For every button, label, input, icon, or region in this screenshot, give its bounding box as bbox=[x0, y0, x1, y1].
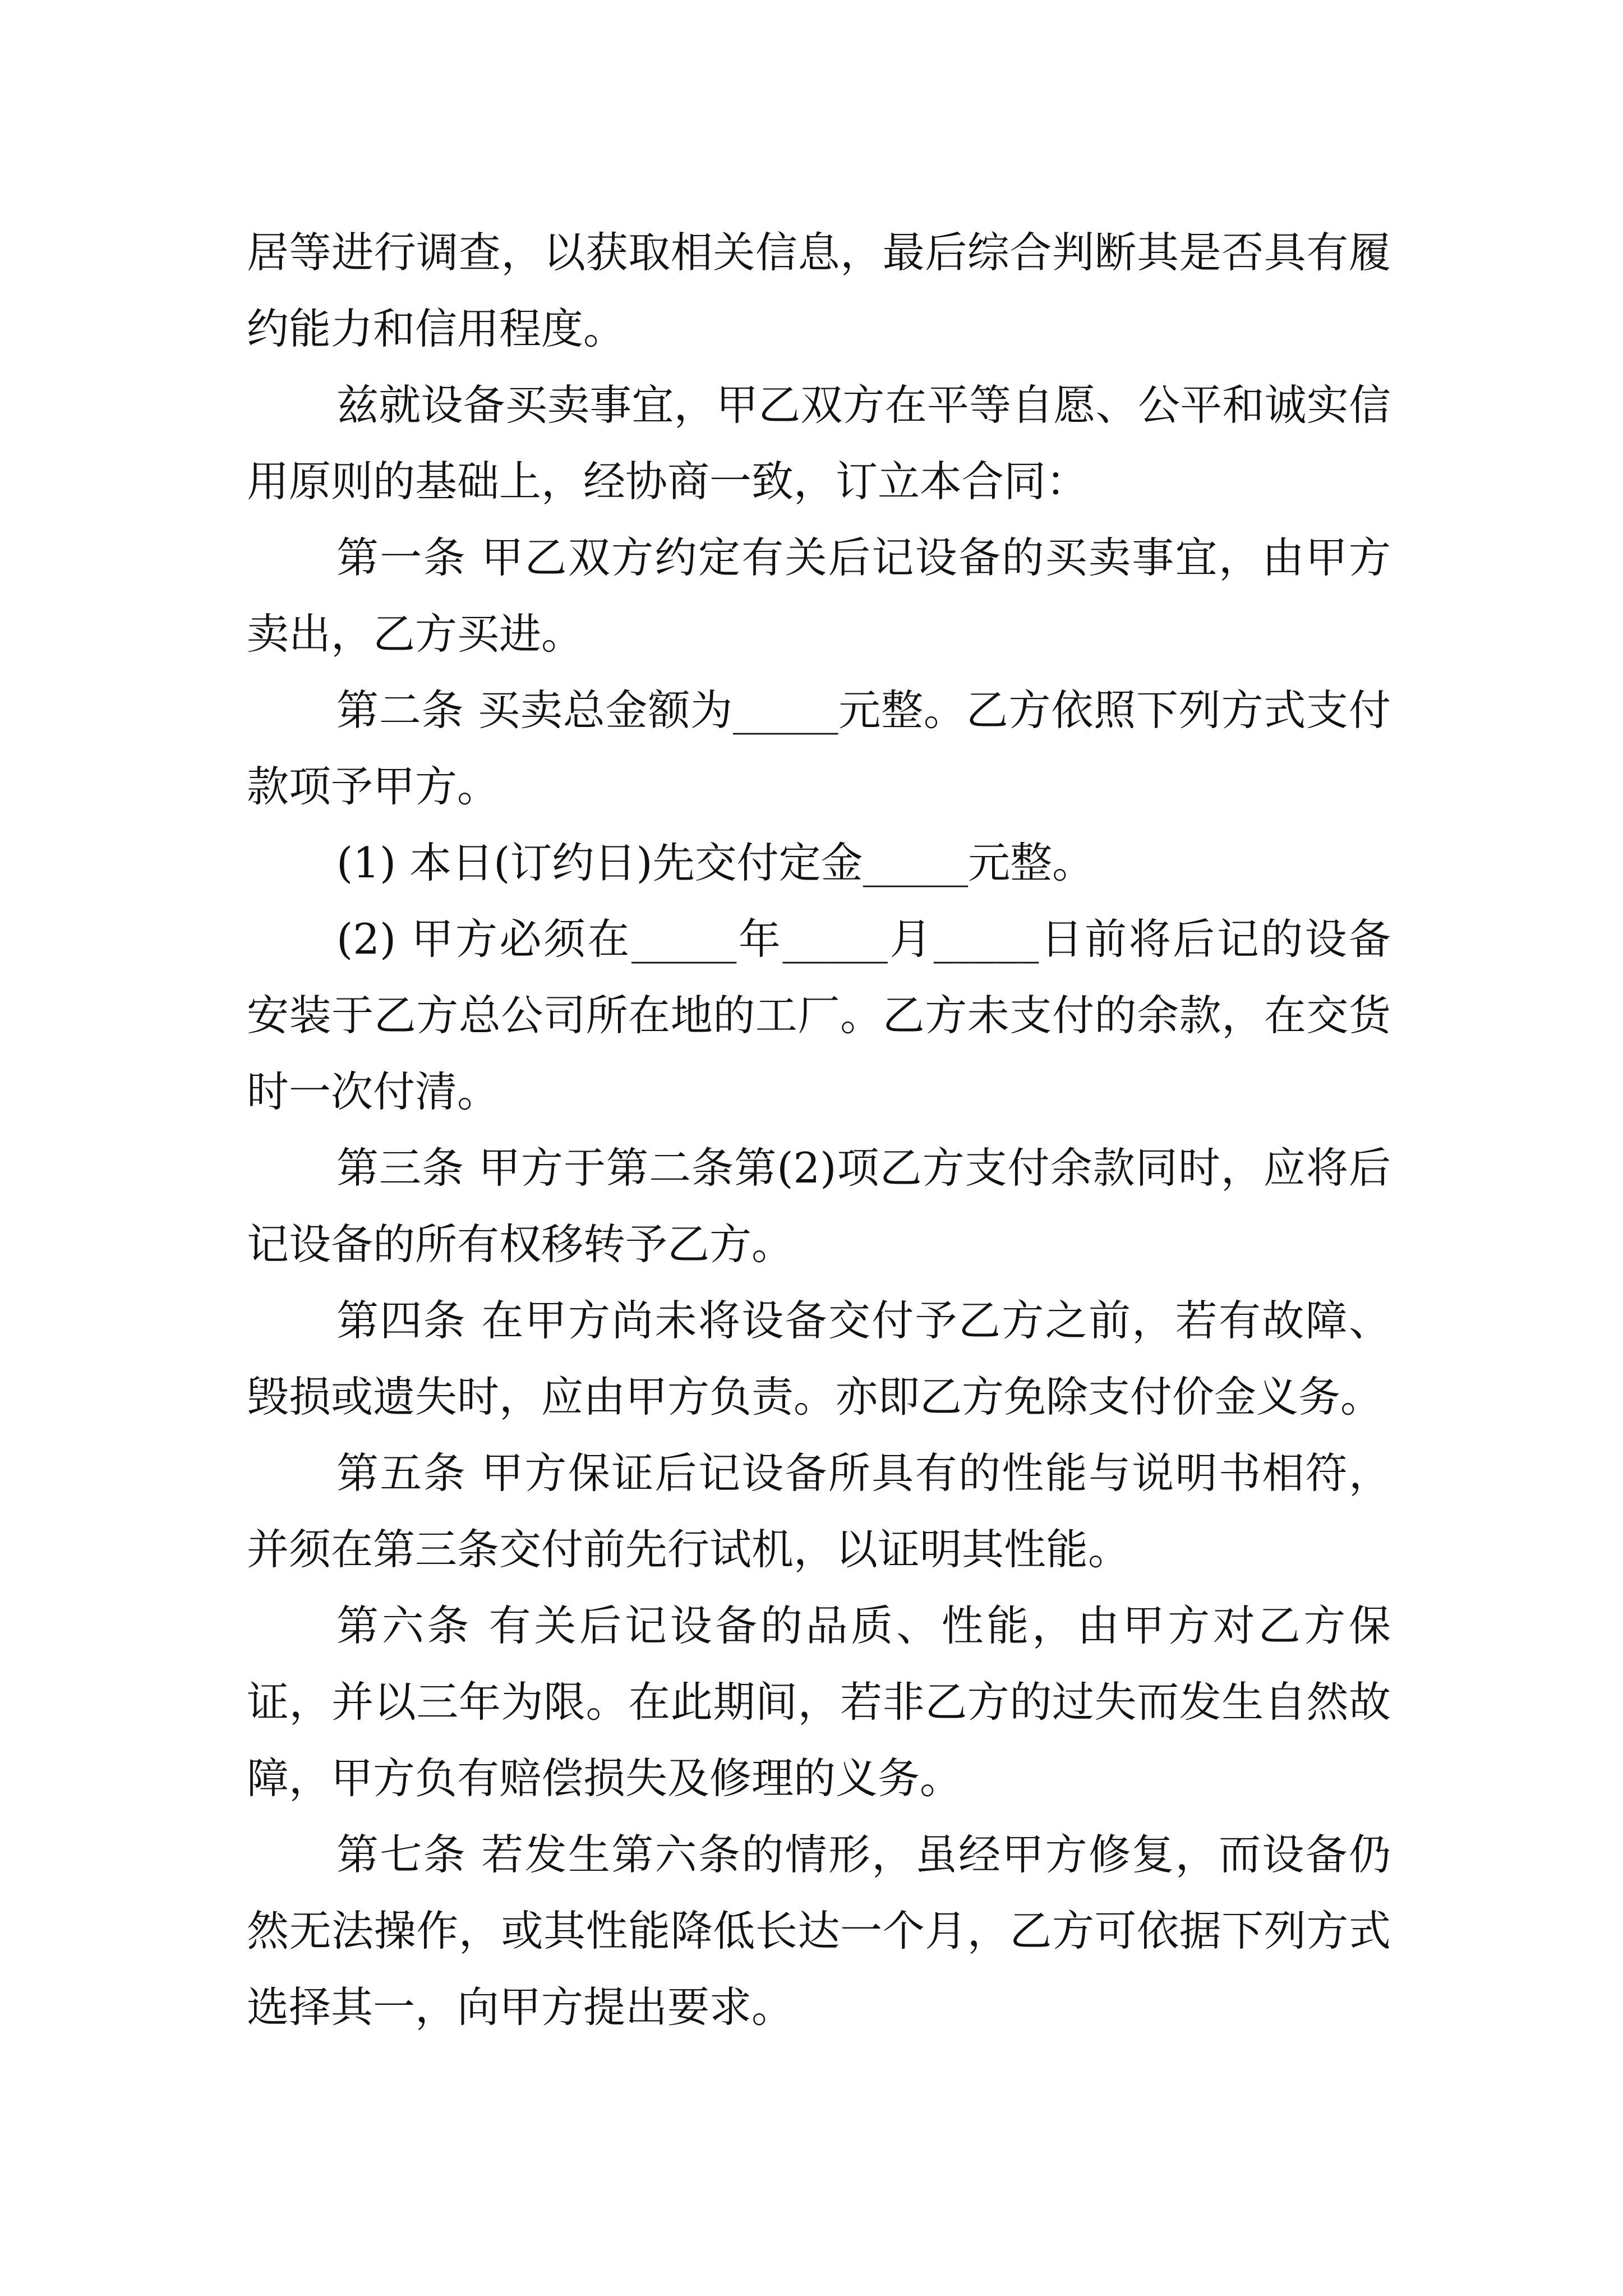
paragraph-article-6: 第六条 有关后记设备的品质、性能，由甲方对乙方保证，并以三年为限。在此期间，若非乙方的过失而发生自然故障，甲方负有赔偿损失及修理的义务。 bbox=[247, 1601, 1391, 1803]
paragraph-article-7: 第七条 若发生第六条的情形，虽经甲方修复，而设备仍然无法操作，或其性能降低长达一个月，乙方可依据下列方式选择其一，向甲方提出要求。 bbox=[247, 1830, 1391, 2032]
paragraph-2: 兹就设备买卖事宜，甲乙双方在平等自愿、公平和诚实信用原则的基础上，经协商一致，订立本合同： bbox=[247, 380, 1391, 506]
paragraph-article-4: 第四条 在甲方尚未将设备交付予乙方之前，若有故障、毁损或遗失时，应由甲方负责。亦即乙方免除支付价金义务。 bbox=[247, 1296, 1391, 1421]
paragraph-article-2: 第二条 买卖总金额为_____元整。乙方依照下列方式支付款项予甲方。 bbox=[247, 685, 1391, 811]
paragraph-article-3: 第三条 甲方于第二条第(2)项乙方支付余款同时，应将后记设备的所有权移转予乙方。 bbox=[247, 1143, 1391, 1269]
paragraph-1: 居等进行调查，以获取相关信息，最后综合判断其是否具有履约能力和信用程度。 bbox=[247, 228, 1391, 353]
paragraph-item-2: (2) 甲方必须在_____年_____月_____日前将后记的设备安装于乙方总公司所在地的工厂。乙方未支付的余款，在交货时一次付清。 bbox=[247, 914, 1391, 1116]
paragraph-item-1: (1) 本日(订约日)先交付定金_____元整。 bbox=[336, 838, 1095, 887]
paragraph-article-5: 第五条 甲方保证后记设备所具有的性能与说明书相符，并须在第三条交付前先行试机，以证明其性能。 bbox=[247, 1448, 1391, 1574]
document-body bbox=[247, 214, 1391, 2045]
paragraph-article-1: 第一条 甲乙双方约定有关后记设备的买卖事宜，由甲方卖出，乙方买进。 bbox=[247, 533, 1391, 659]
